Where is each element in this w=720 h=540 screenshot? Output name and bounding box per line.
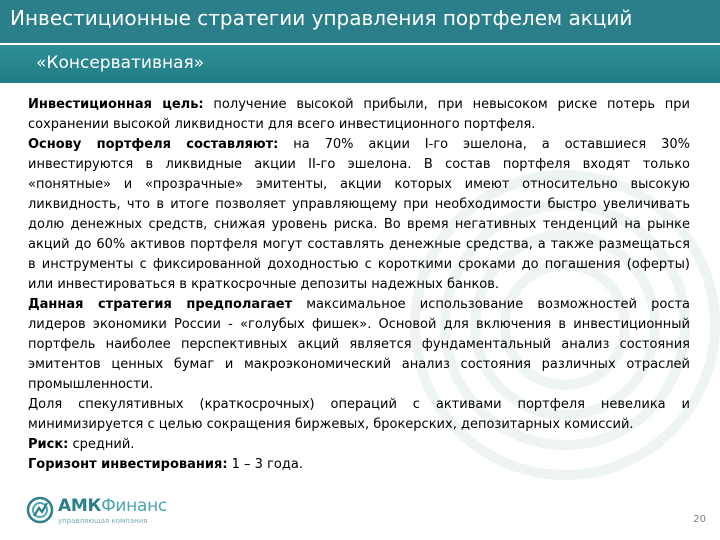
logo-brand-bold: АМК — [58, 496, 102, 516]
strategy-text: максимальное использование возможностей роста лидеров экономики России - «голубых фишек». Основой для включения в инвестиционный портфель наиболее перспективных акций является фундаментальный анализ состояния эмитентов ценных бумаг и макроэкономический анализ состояния различных отраслей промышленности. — [28, 297, 691, 392]
goal-paragraph — [28, 95, 690, 135]
basis-label: Основу портфеля составляют: — [28, 137, 279, 152]
speculative-paragraph: Доля спекулятивных (краткосрочных) операций с активами портфеля невелика и минимизируется с целью сокращения биржевых, брокерских, депозитарных комиссий. — [28, 397, 690, 432]
goal-text: получение высокой прибыли, при невысоком риске потерь при сохранении высокой ликвидности для всего инвестиционного портфеля. — [28, 97, 691, 132]
risk-value: средний. — [68, 437, 135, 452]
page-subtitle: «Консервативная» — [36, 53, 205, 73]
strategy-label: Данная стратегия предполагает — [28, 297, 293, 312]
basis-paragraph — [28, 135, 690, 295]
logo-rings-icon — [26, 494, 54, 526]
strategy-paragraph — [28, 295, 690, 395]
horizon-paragraph — [28, 455, 690, 475]
logo-tagline: управляющая компания — [58, 517, 148, 525]
horizon-label: Горизонт инвестирования: — [28, 457, 228, 472]
logo-brand-light: Финанс — [101, 496, 167, 516]
page-number: 20 — [693, 514, 706, 525]
goal-label: Инвестиционная цель: — [28, 97, 204, 112]
risk-label: Риск: — [28, 437, 69, 452]
page-title: Инвестиционные стратегии управления портфелем акций — [10, 6, 633, 30]
strategy-description — [28, 95, 690, 475]
horizon-value: 1 – 3 года. — [227, 457, 303, 472]
logo-wordmark — [58, 496, 167, 516]
basis-text: на 70% акции I-го эшелона, а оставшиеся 30% инвестируются в ликвидные акции II-го эшелона. В состав портфеля входят только «понятные» и «прозрачные» эмитенты, акции которых имеют относительно высокую ликвидность, что в итоге позволяет управляющему при необходимости быстро увеличивать долю денежных средств, снижая уровень риска. Во время негативных тенденций на рынке акций до 60% активов портфеля могут составлять денежные средства, а также размещаться в инструменты с фиксированной доходностью с короткими сроками до погашения (оферты) или инвестироваться в краткосрочные депозиты надежных банков. — [28, 137, 690, 292]
company-logo — [26, 494, 176, 530]
risk-paragraph — [28, 435, 690, 455]
